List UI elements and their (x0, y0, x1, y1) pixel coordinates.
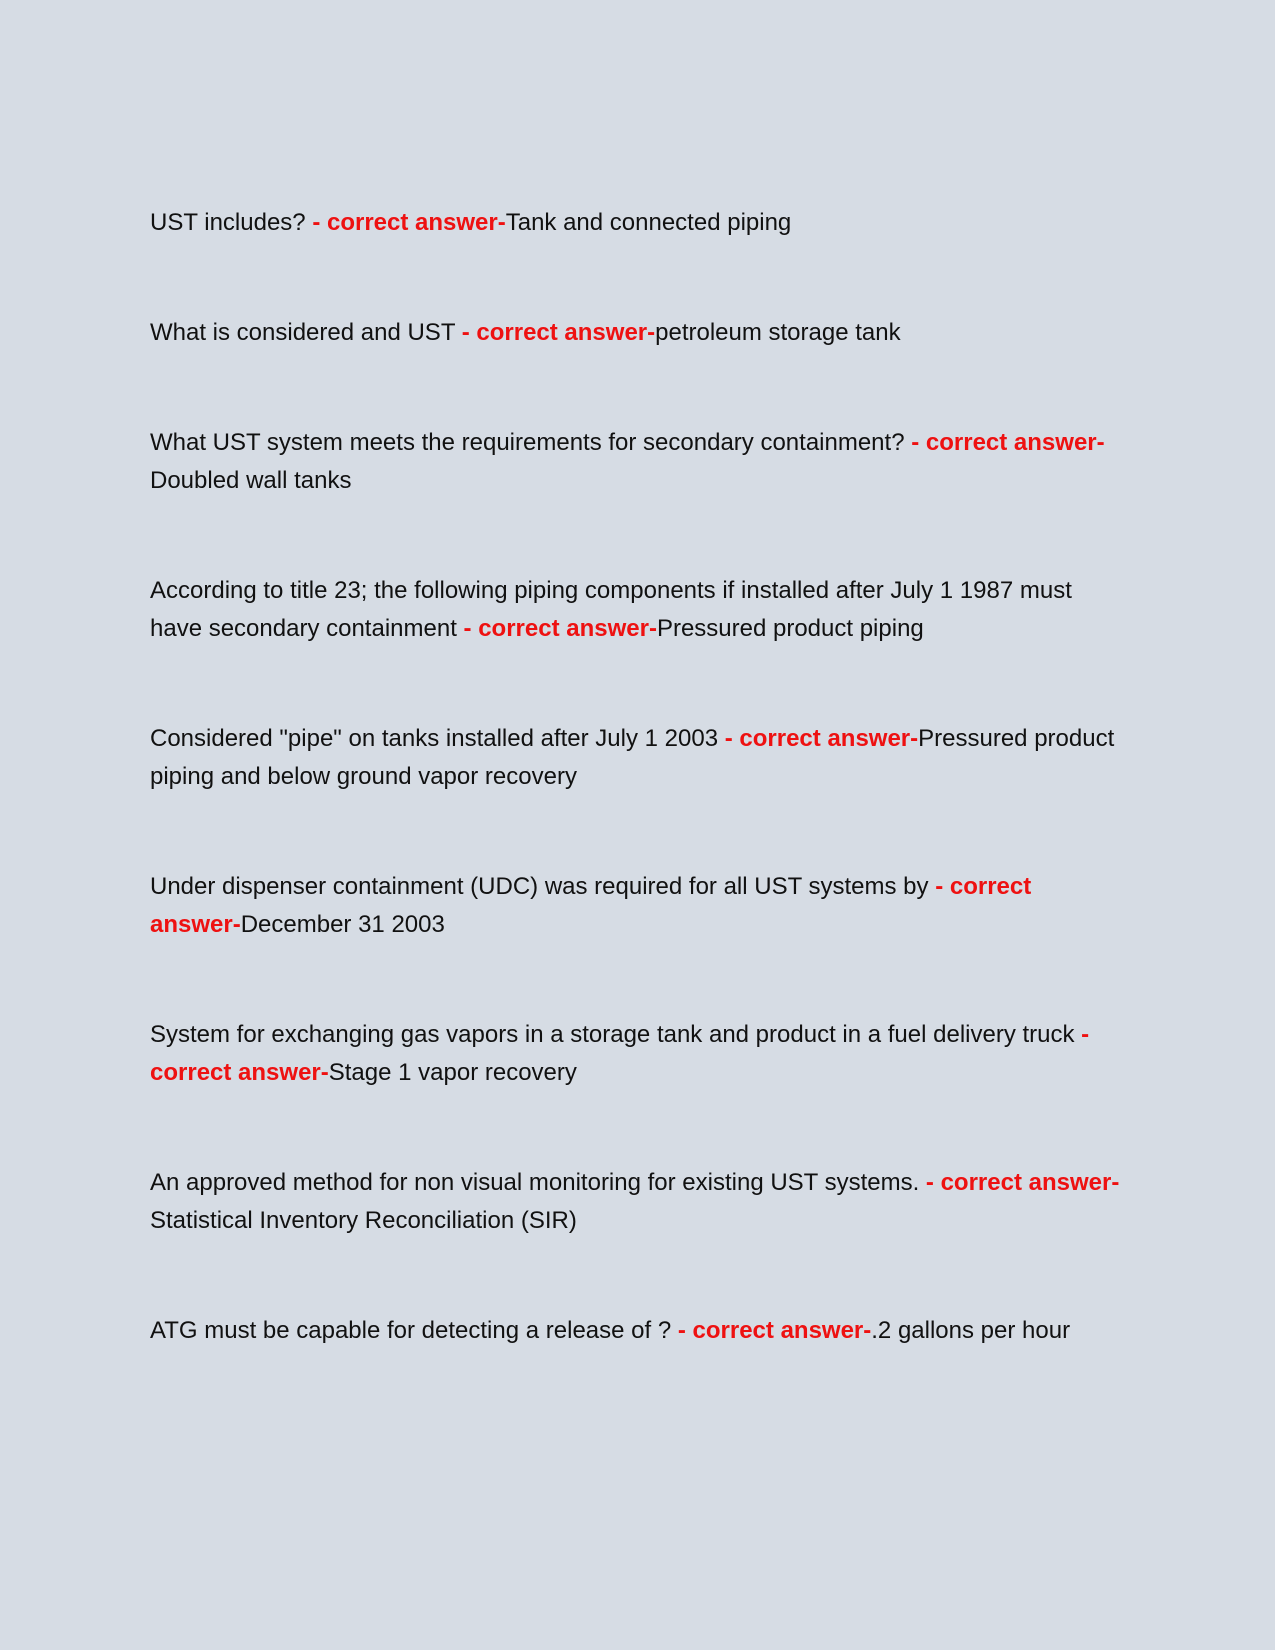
question-text: What is considered and UST (150, 319, 462, 346)
qa-item (150, 1016, 1125, 1092)
qa-item (150, 204, 1125, 242)
qa-item (150, 572, 1125, 648)
answer-text: Pressured product piping and below ground vapor recovery (150, 725, 1115, 790)
question-text: Under dispenser containment (UDC) was required for all UST systems by (150, 873, 936, 900)
answer-marker: - correct answer- (312, 209, 506, 236)
qa-item (150, 1164, 1125, 1240)
answer-text: petroleum storage tank (655, 319, 901, 346)
qa-item (150, 1312, 1125, 1350)
qa-item (150, 868, 1125, 944)
qa-item (150, 424, 1125, 500)
answer-marker: - correct answer- (677, 1317, 872, 1344)
question-text: UST includes? (150, 209, 313, 236)
question-text: ATG must be capable for detecting a release of ? (150, 1317, 678, 1344)
answer-marker: - correct answer- (463, 615, 657, 642)
question-text: Considered "pipe" on tanks installed after July 1 2003 (150, 725, 725, 752)
answer-marker: - correct answer- (150, 873, 1032, 938)
question-text: What UST system meets the requirements for secondary containment? (150, 429, 912, 456)
qa-item (150, 720, 1125, 796)
answer-marker: - correct answer- (911, 429, 1105, 456)
answer-text: Doubled wall tanks (150, 467, 352, 494)
answer-marker: - correct answer- (925, 1169, 1120, 1196)
answer-marker: - correct answer- (461, 319, 656, 346)
answer-text: Stage 1 vapor recovery (328, 1059, 577, 1086)
answer-marker: - correct answer- (150, 1021, 1090, 1086)
answer-text: .2 gallons per hour (871, 1317, 1071, 1344)
qa-list (150, 204, 1125, 1422)
question-text: System for exchanging gas vapors in a storage tank and product in a fuel delivery truck (150, 1021, 1082, 1048)
answer-marker: - correct answer- (724, 725, 919, 752)
answer-text: Tank and connected piping (505, 209, 792, 236)
question-text: According to title 23; the following piping components if installed after July 1 1987 must have secondary containment (150, 577, 1072, 642)
answer-text: Pressured product piping (656, 615, 924, 642)
qa-item (150, 314, 1125, 352)
question-text: An approved method for non visual monitoring for existing UST systems. (150, 1169, 926, 1196)
answer-text: December 31 2003 (240, 911, 445, 938)
answer-text: Statistical Inventory Reconciliation (SIR) (150, 1207, 577, 1234)
